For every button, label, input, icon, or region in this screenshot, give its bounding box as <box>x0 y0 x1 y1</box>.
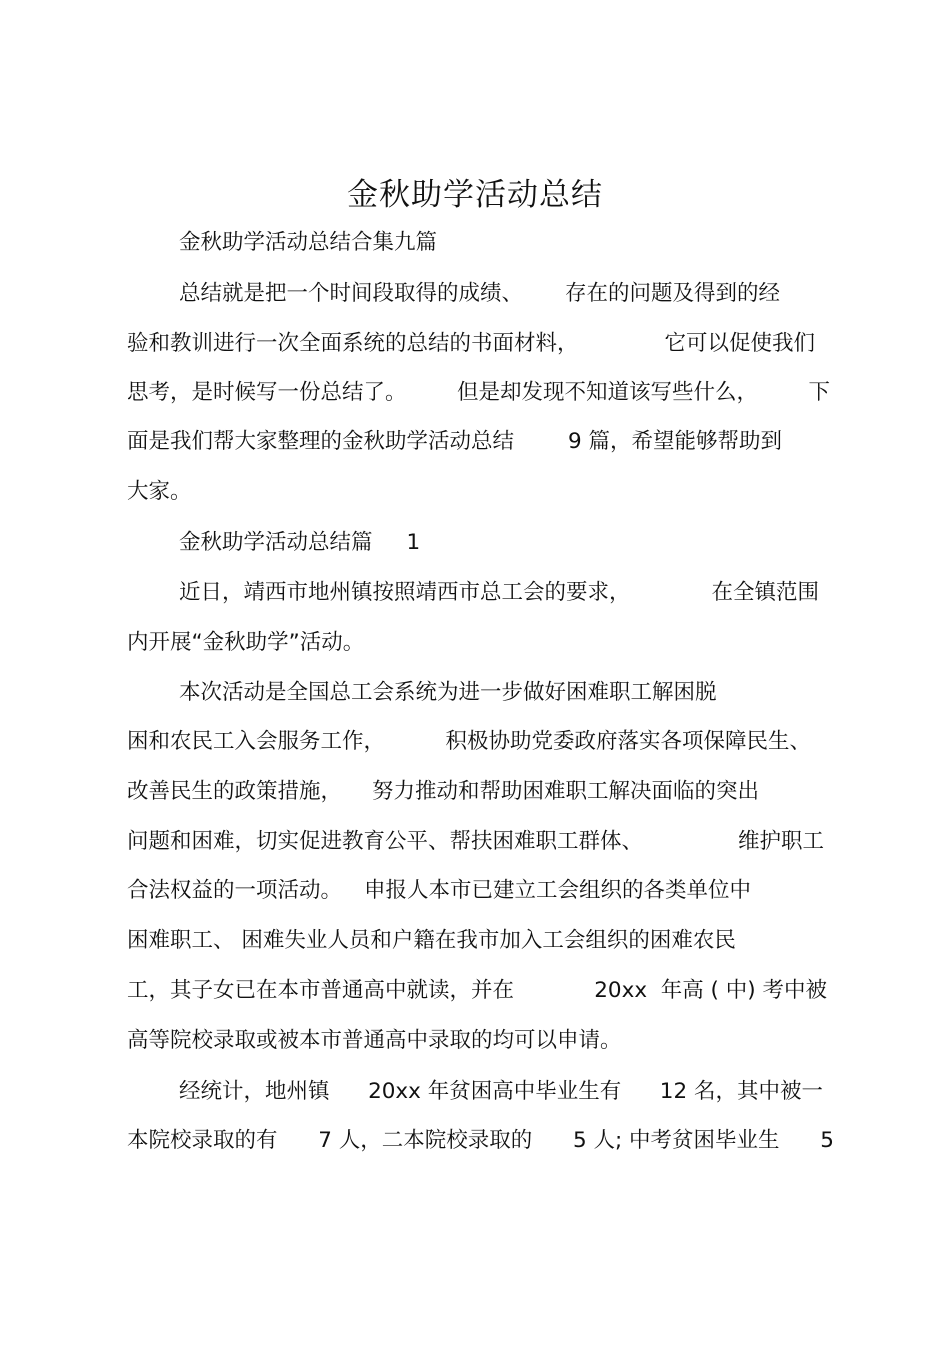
line-segment: 5 人; 中考贫困毕业生 <box>572 1128 780 1153</box>
line-segment: 积极协助党委政府落实各项保障民生、 <box>445 729 811 754</box>
text-line <box>127 874 837 908</box>
line-segment: 20xx 年高 ( 中) 考中被 <box>594 978 827 1003</box>
line-segment: 金秋助学活动总结篇 <box>179 530 373 555</box>
line-segment: 面是我们帮大家整理的金秋助学活动总结 <box>127 429 515 454</box>
line-segment: 但是却发现不知道该写些什么， <box>456 380 758 405</box>
line-segment: 内开展“金秋助学”活动。 <box>127 630 365 655</box>
text-line <box>127 825 824 859</box>
text-line <box>127 924 837 958</box>
line-segment: 本次活动是全国总工会系统为进一步做好困难职工解困脱 <box>179 680 717 705</box>
line-segment: 大家。 <box>127 479 192 504</box>
line-segment: 申报人本市已建立工会组织的各类单位中 <box>364 878 752 903</box>
line-segment: 困难职工、 困难失业人员和户籍在我市加入工会组织的困难农民 <box>127 928 736 953</box>
line-segment: 努力推动和帮助困难职工解决面临的突出 <box>372 779 760 804</box>
line-segment: 20xx 年贫困高中毕业生有 <box>368 1079 622 1104</box>
line-segment: 改善民生的政策措施， <box>127 779 343 804</box>
text-line <box>127 576 819 610</box>
line-segment: 9 篇，希望能够帮助到 <box>568 429 783 454</box>
text-line <box>127 1124 834 1158</box>
line-segment: 验和教训进行一次全面系统的总结的书面材料， <box>127 331 579 356</box>
line-segment: 它可以促使我们 <box>664 331 815 356</box>
section-heading <box>127 526 837 560</box>
line-segment: 金秋助学活动总结合集九篇 <box>179 230 438 255</box>
text-line <box>127 475 837 509</box>
line-segment: 本院校录取的有 <box>127 1128 278 1153</box>
line-segment: 1 <box>406 530 421 555</box>
line-segment: 维护职工 <box>737 829 824 854</box>
text-line <box>127 626 837 660</box>
line-segment: 经统计，地州镇 <box>179 1079 330 1104</box>
text-line <box>127 425 837 459</box>
text-line <box>127 775 837 809</box>
text-line <box>127 1024 837 1058</box>
text-line <box>127 676 837 710</box>
line-segment: 思考，是时候写一份总结了。 <box>127 380 407 405</box>
line-segment: 问题和困难，切实促进教育公平、帮扶困难职工群体、 <box>127 829 644 854</box>
subtitle-line <box>127 226 837 260</box>
line-segment: 在全镇范围 <box>711 580 819 605</box>
text-line <box>127 725 811 759</box>
document-title: 金秋助学活动总结 <box>347 177 603 213</box>
line-segment: 总结就是把一个时间段取得的成绩、 <box>179 281 524 306</box>
line-segment: 困和农民工入会服务工作， <box>127 729 386 754</box>
line-segment: 近日，靖西市地州镇按照靖西市总工会的要求， <box>179 580 631 605</box>
text-line <box>127 277 806 311</box>
line-segment: 下 <box>808 380 830 405</box>
line-segment: 高等院校录取或被本市普通高中录取的均可以申请。 <box>127 1028 622 1053</box>
text-line <box>127 376 830 410</box>
line-segment: 12 名，其中被一 <box>659 1079 823 1104</box>
text-line <box>127 327 815 361</box>
line-segment: 工，其子女已在本市普通高中就读，并在 <box>127 978 515 1003</box>
line-segment: 存在的问题及得到的经 <box>565 281 781 306</box>
line-segment: 5 <box>820 1128 834 1153</box>
line-segment: 合法权益的一项活动。 <box>127 878 343 903</box>
text-line <box>127 974 827 1008</box>
text-line <box>127 1075 823 1109</box>
line-segment: 7 人，二本院校录取的 <box>318 1128 533 1153</box>
